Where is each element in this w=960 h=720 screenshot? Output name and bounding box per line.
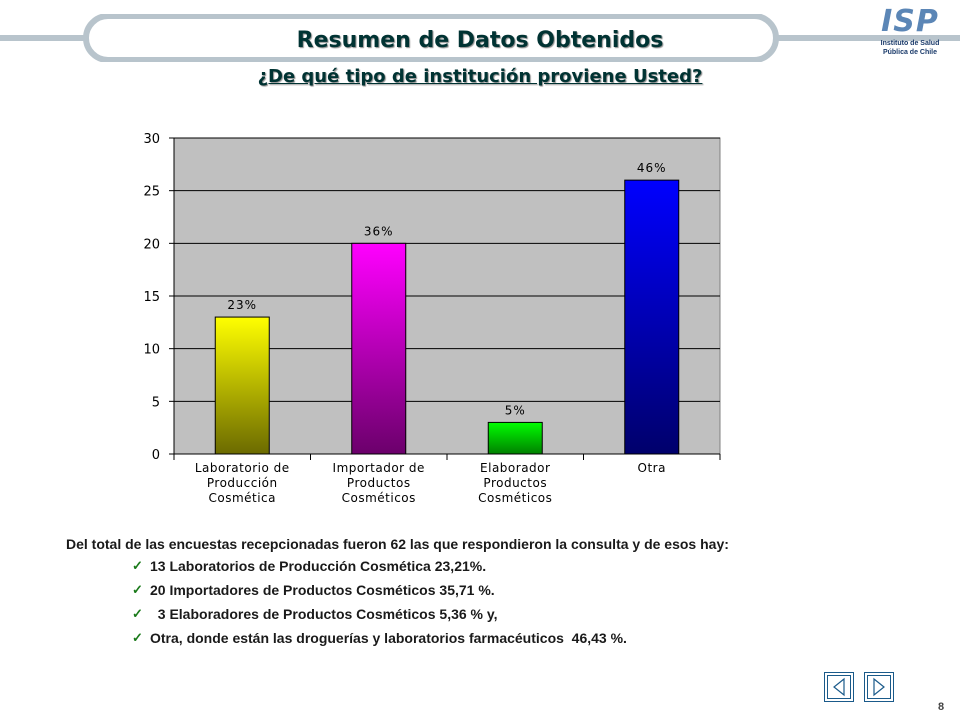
previous-slide-button[interactable] <box>824 672 854 702</box>
arrow-right-icon <box>869 677 889 697</box>
y-tick-label: 20 <box>143 237 160 253</box>
check-icon: ✓ <box>132 582 143 597</box>
check-icon: ✓ <box>132 558 143 573</box>
data-label: 23% <box>227 298 258 313</box>
x-tick-label: Importador de Productos Cosméticos <box>332 461 425 505</box>
summary-item-text: 13 Laboratorios de Producción Cosmética 23,21%. <box>150 558 487 574</box>
summary-item <box>132 558 926 574</box>
y-tick-label: 0 <box>151 448 160 463</box>
logo-line-2: Pública de Chile <box>882 49 938 56</box>
data-label: 46% <box>636 161 667 176</box>
summary-section <box>66 536 926 654</box>
page-number: 8 <box>938 701 945 713</box>
summary-list <box>66 558 926 646</box>
next-slide-button[interactable] <box>864 672 894 702</box>
logo-line-1: Instituto de Salud <box>880 40 940 47</box>
bar <box>488 422 542 454</box>
page-title: Resumen de Datos Obtenidos <box>296 28 664 53</box>
summary-item <box>132 630 926 646</box>
summary-item <box>132 582 926 598</box>
isp-logo <box>868 4 952 64</box>
arrow-left-icon <box>829 677 849 697</box>
y-tick-label: 25 <box>143 184 160 200</box>
bar <box>215 317 269 454</box>
y-tick-label: 5 <box>151 395 160 411</box>
bar <box>625 180 679 454</box>
y-tick-label: 10 <box>143 342 160 358</box>
summary-intro: Del total de las encuestas recepcionadas fueron 62 las que respondieron la consulta y de esos hay: <box>66 536 729 552</box>
check-icon: ✓ <box>132 630 143 645</box>
y-tick-label: 15 <box>143 290 160 305</box>
check-icon: ✓ <box>132 606 143 621</box>
summary-item-text: 20 Importadores de Productos Cosméticos 35,71 %. <box>150 582 495 598</box>
data-label: 36% <box>363 224 394 239</box>
page-subtitle: ¿De qué tipo de institución proviene Usted? <box>257 66 703 87</box>
logo-mark: ISP <box>881 4 939 39</box>
summary-item-text: Otra, donde están las droguerías y laboratorios farmacéuticos 46,43 %. <box>150 630 627 646</box>
summary-item <box>132 606 926 622</box>
y-tick-label: 30 <box>143 132 160 147</box>
bar-chart <box>100 120 740 510</box>
x-tick-label: Otra <box>637 461 666 475</box>
summary-item-text: 3 Elaboradores de Productos Cosméticos 5,36 % y, <box>150 606 498 622</box>
bar <box>352 243 406 454</box>
x-tick-label: Laboratorio de Producción Cosmética <box>194 461 290 505</box>
data-label: 5% <box>504 403 526 418</box>
x-tick-label: Elaborador Productos Cosméticos <box>478 461 553 505</box>
